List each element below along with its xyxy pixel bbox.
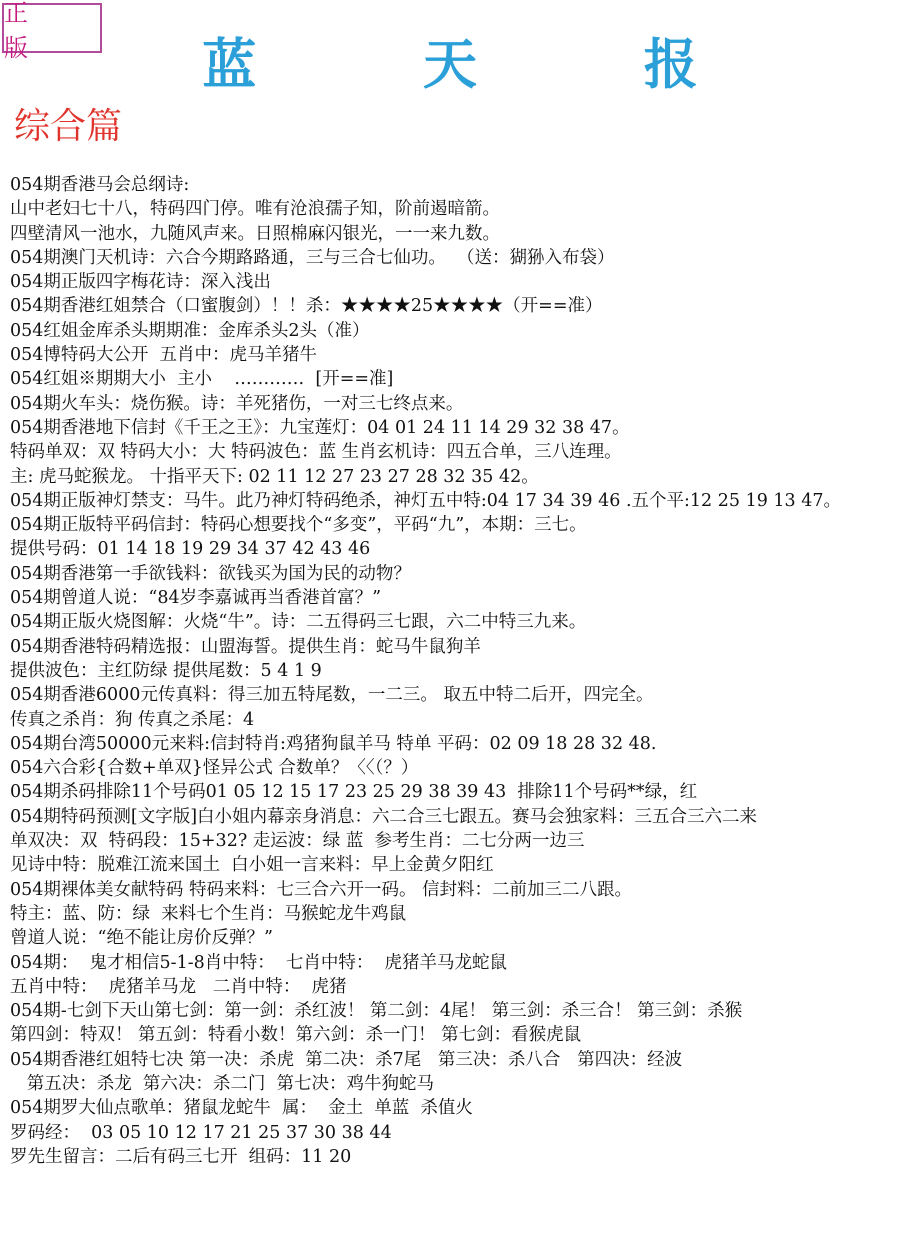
text-line: 054期： 鬼才相信5-1-8肖中特： 七肖中特： 虎猪羊马龙蛇鼠 [10,952,508,973]
text-line: 054六合彩{合数+单双}怪异公式 合数单？〈〈（？） [10,758,419,779]
genuine-edition-badge: 正 版 [2,3,102,53]
text-line: 054期火车头：烧伤猴。诗：羊死猪伤，一对三七终点来。 [10,393,464,414]
text-line: 054期正版神灯禁支：马牛。此乃神灯特码绝杀，神灯五中特:04 17 34 39 46 .五个平:12 25 19 13 47。 [10,490,841,511]
text-line: 特码单双：双 特码大小：大 特码波色：蓝 生肖玄机诗：四五合单，三八连理。 [10,442,622,463]
text-line: 054期正版特平码信封：特码心想要找个“多变”，平码“九”，本期：三七。 [10,515,587,536]
text-line: 第五决：杀龙 第六决：杀二门 第七决：鸡牛狗蛇马 [10,1073,434,1094]
text-line: 054期香港地下信封《千王之王》：九宝莲灯：04 01 24 11 14 29 32 38 47。 [10,417,630,438]
text-line: 054红姐金库杀头期期准：金库杀头2头（准） [10,320,370,341]
content-body [10,173,895,1169]
text-line: 054博特码大公开 五肖中：虎马羊猪牛 [10,345,318,366]
text-line: 054期曾道人说：“84岁李嘉诚再当香港首富？” [10,588,382,609]
text-line: 山中老妇七十八，特码四门停。唯有沧浪孺子知，阶前遏暗箭。 [10,199,500,220]
text-line: 054期香港红姐禁合（口蜜腹剑）！！杀：★★★★25★★★★（开==准） [10,296,603,317]
text-line: 罗码经： 03 05 10 12 17 21 25 37 30 38 44 [10,1122,392,1143]
text-line: 见诗中特：脱难江流来国土 白小姐一言来料：早上金黄夕阳红 [10,855,494,876]
text-line: 主: 虎马蛇猴龙。 十指平天下: 02 11 12 27 23 27 28 32 35 42。 [10,466,539,487]
text-line: 曾道人说：“绝不能让房价反弹？” [10,928,273,949]
text-line: 特主：蓝、防：绿 来料七个生肖：马猴蛇龙牛鸡鼠 [10,903,407,924]
text-line: 054期正版火烧图解：火烧“牛”。诗：二五得码三七跟，六二中特三九来。 [10,612,587,633]
text-line: 五肖中特： 虎猪羊马龙 二肖中特： 虎猪 [10,976,347,997]
text-line: 054期-七剑下天山第七剑：第一剑：杀红波！ 第二剑：4尾！ 第三剑：杀三合！ 第三剑：杀猴 [10,1001,743,1022]
text-line: 提供波色：主红防绿 提供尾数：5 4 1 9 [10,660,322,681]
text-line: 第四剑：特双！ 第五剑：特看小数！第六剑：杀一门！ 第七剑：看猴虎鼠 [10,1025,582,1046]
text-line: 054期香港6000元传真料：得三加五特尾数，一二三。 取五中特二后开，四完全。 [10,685,654,706]
text-line: 054期香港马会总纲诗: [10,175,190,195]
text-line: 传真之杀肖：狗 传真之杀尾：4 [10,709,255,730]
text-line: 054期杀码排除11个号码01 05 12 15 17 23 25 29 38 39 43 排除11个号码**绿，红 [10,782,698,803]
text-line: 提供号码：01 14 18 19 29 34 37 42 43 46 [10,539,371,560]
text-line: 054期香港特码精选报：山盟海誓。提供生肖：蛇马牛鼠狗羊 [10,636,481,657]
text-line: 单双决：双 特码段：15+32? 走运波：绿 蓝 参考生肖：二七分两一边三 [10,831,585,852]
text-line: 054期正版四字梅花诗：深入浅出 [10,272,271,293]
text-line: 054期台湾50000元来料:信封特肖:鸡猪狗鼠羊马 特单 平码：02 09 18 28 32 48. [10,733,657,754]
text-line: 054期裸体美女献特码 特码来料：七三合六开一码。 信封料：二前加三二八跟。 [10,879,633,900]
text-line: 054期罗大仙点歌单：猪鼠龙蛇牛 属： 金土 单蓝 杀值火 [10,1098,473,1119]
section-title: 综合篇 [14,106,123,147]
text-line: 四壁清风一池水，九随风声来。日照棉麻闪银光，一一来九数。 [10,223,500,244]
text-line: 054期香港红姐特七决 第一决：杀虎 第二决：杀7尾 第三决：杀八合 第四决：经波 [10,1049,683,1070]
text-line: 054期特码预测[文字版]白小姐内幕亲身消息：六二合三七跟五。赛马会独家料：三五合三六二来 [10,806,758,827]
text-line: 罗先生留言：二后有码三七开 组码：11 20 [10,1146,352,1167]
text-line: 054期澳门天机诗：六合今期路路通，三与三合七仙功。 （送：猢狲入布袋） [10,247,615,268]
text-line: 054期香港第一手欲钱料：欲钱买为国为民的动物？ [10,563,411,584]
text-line: 054红姐※期期大小 主小 ………… [开==准] [10,369,394,390]
page-title: 蓝 天 报 [202,32,772,96]
